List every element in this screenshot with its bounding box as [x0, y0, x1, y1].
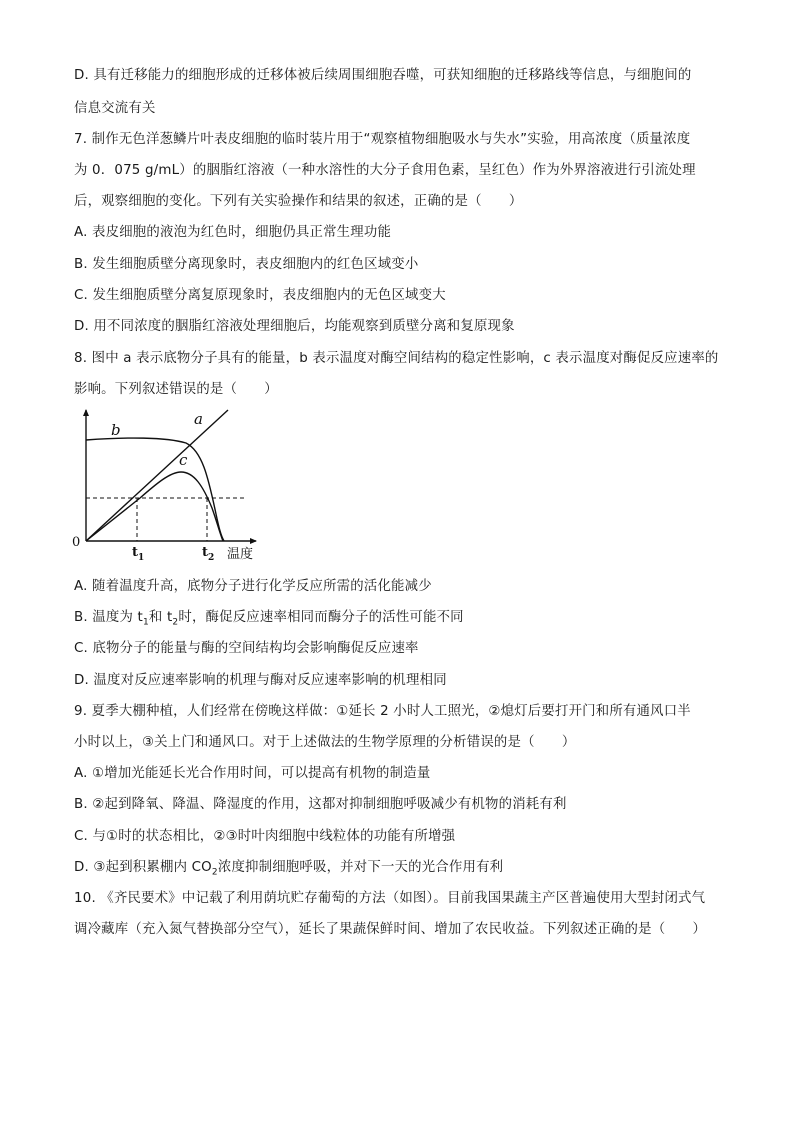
- curve-c-label: c: [179, 451, 188, 469]
- t1-label: $t_1$: [132, 545, 145, 563]
- q9-option-a: A. ①增加光能延长光合作用时间，可以提高有机物的制造量: [74, 766, 431, 781]
- q7-stem-line3: 后，观察细胞的变化。下列有关实验操作和结果的叙述，正确的是（ ）: [74, 194, 523, 209]
- q8-option-c: C. 底物分子的能量与酶的空间结构均会影响酶促反应速率: [74, 641, 419, 656]
- q8-option-d: D. 温度对反应速率影响的机理与酶对反应速率影响的机理相同: [74, 673, 447, 688]
- x-axis-label: 温度: [227, 547, 254, 562]
- t2-label: $t_2$: [202, 545, 215, 563]
- q7-stem-line2: 为 0．075 g/mL）的胭脂红溶液（一种水溶性的大分子食用色素，呈红色）作为外界溶液进行引流处理: [74, 163, 696, 178]
- q7-option-b: B. 发生细胞质壁分离现象时，表皮细胞内的红色区域变小: [74, 257, 419, 272]
- q7-stem-line1: 7. 制作无色洋葱鳞片叶表皮细胞的临时装片用于“观察植物细胞吸水与失水”实验，用高浓度（质量浓度: [74, 132, 691, 147]
- q8-stem-line1: 8. 图中 a 表示底物分子具有的能量，b 表示温度对酶空间结构的稳定性影响，c 表示温度对酶促反应速率的: [74, 351, 719, 366]
- q7-option-a: A. 表皮细胞的液泡为红色时，细胞仍具正常生理功能: [74, 225, 392, 240]
- q6-option-d-line2: 信息交流有关: [74, 101, 156, 116]
- q10-stem-line2: 调冷藏库（充入氮气替换部分空气），延长了果蔬保鲜时间、增加了农民收益。下列叙述正确的是（ ）: [74, 922, 707, 937]
- enzyme-temperature-graph: [66, 406, 266, 566]
- q9-stem-line1: 9. 夏季大棚种植，人们经常在傍晚这样做：①延长 2 小时人工照光，②熄灯后要打开门和所有通风口半: [74, 704, 691, 719]
- q8-option-b: B. 温度为 $t_1$和 $t_2$时，酶促反应速率相同而酶分子的活性可能不同: [74, 610, 464, 628]
- q7-option-d: D. 用不同浓度的胭脂红溶液处理细胞后，均能观察到质壁分离和复原现象: [74, 319, 515, 334]
- q9-stem-line2: 小时以上，③关上门和通风口。对于上述做法的生物学原理的分析错误的是（ ）: [74, 735, 576, 750]
- q10-stem-line1: 10. 《齐民要术》中记载了利用荫坑贮存葡萄的方法（如图）。目前我国果蔬主产区普遍使用大型封闭式气: [74, 891, 706, 906]
- origin-label: 0: [72, 535, 81, 550]
- q6-option-d-line1: D. 具有迁移能力的细胞形成的迁移体被后续周围细胞吞噬，可获知细胞的迁移路线等信息，与细胞间的: [74, 68, 692, 83]
- q9-option-b: B. ②起到降氧、降温、降湿度的作用，这都对抑制细胞呼吸减少有机物的消耗有利: [74, 797, 567, 812]
- curve-b-label: b: [111, 421, 121, 439]
- q9-option-c: C. 与①时的状态相比，②③时叶肉细胞中线粒体的功能有所增强: [74, 829, 456, 844]
- q8-stem-line2: 影响。下列叙述错误的是（ ）: [74, 382, 278, 397]
- q7-option-c: C. 发生细胞质壁分离复原现象时，表皮细胞内的无色区域变大: [74, 288, 446, 303]
- curve-a-label: a: [194, 410, 203, 428]
- enzyme-temperature-figure: [66, 406, 266, 566]
- q9-option-d: D. ③起到积累棚内 $CO_2$浓度抑制细胞呼吸，并对下一天的光合作用有利: [74, 860, 504, 878]
- q8-option-a: A. 随着温度升高，底物分子进行化学反应所需的活化能减少: [74, 579, 432, 594]
- curve-c: [86, 472, 223, 541]
